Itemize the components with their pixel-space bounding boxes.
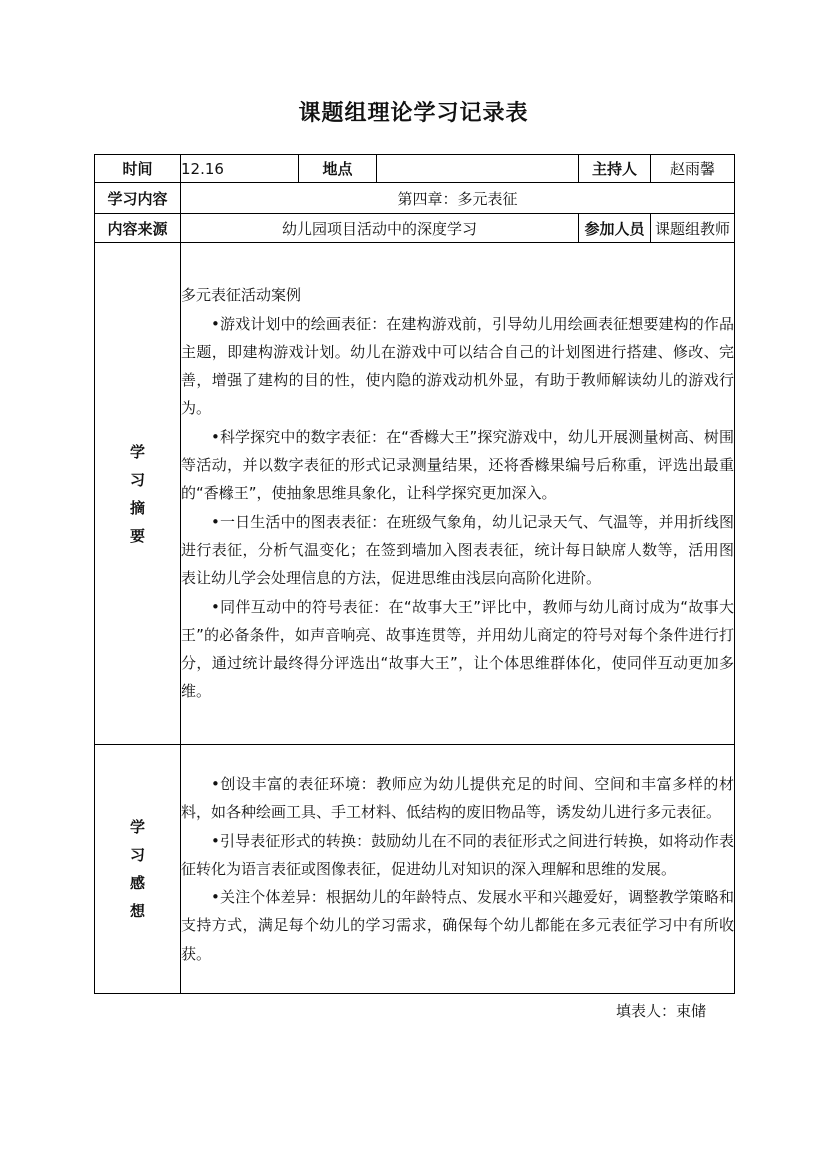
record-table bbox=[94, 154, 735, 994]
filler-signature: 填表人：束储 bbox=[615, 1002, 706, 1020]
source-label: 内容来源 bbox=[95, 214, 181, 243]
summary-paragraph: •科学探究中的数字表征：在“香橼大王”探究游戏中，幼儿开展测量树高、树围等活动，并以数字表征的形式记录测量结果，还将香橼果编号后称重，评选出最重的“香橼王”，使抽象思维具象化，让科学探究更加深入。 bbox=[181, 427, 734, 503]
reflection-paragraph: •创设丰富的表征环境：教师应为幼儿提供充足的时间、空间和丰富多样的材料，如各种绘画工具、手工材料、低结构的废旧物品等，诱发幼儿进行多元表征。 bbox=[181, 774, 734, 822]
summary-label-char: 学 bbox=[129, 442, 145, 461]
summary-label-char: 要 bbox=[129, 526, 145, 545]
summary-paragraph: •一日生活中的图表表征：在班级气象角，幼儿记录天气、气温等，并用折线图进行表征，分析气温变化；在签到墙加入图表表征，统计每日缺席人数等，活用图表让幼儿学会处理信息的方法，促进思维由浅层向高阶化进阶。 bbox=[181, 512, 734, 588]
info-row-1 bbox=[95, 155, 735, 183]
info-row-3 bbox=[95, 214, 735, 243]
content-label: 学习内容 bbox=[95, 183, 181, 214]
info-row-2 bbox=[95, 183, 735, 214]
host-value: 赵雨馨 bbox=[651, 155, 735, 183]
reflection-paragraph: •引导表征形式的转换：鼓励幼儿在不同的表征形式之间进行转换，如将动作表征转化为语言表征或图像表征，促进幼儿对知识的深入理解和思维的发展。 bbox=[181, 831, 734, 878]
summary-label bbox=[95, 243, 181, 745]
source-value: 幼儿园项目活动中的深度学习 bbox=[181, 214, 579, 243]
summary-content bbox=[181, 243, 735, 745]
summary-label-char: 摘 bbox=[129, 498, 145, 517]
reflection-content bbox=[181, 745, 735, 994]
summary-row bbox=[95, 243, 735, 745]
content-value: 第四章：多元表征 bbox=[181, 183, 735, 214]
time-label: 时间 bbox=[95, 155, 181, 183]
reflection-row bbox=[95, 745, 735, 994]
host-label: 主持人 bbox=[579, 155, 651, 183]
reflection-label bbox=[95, 745, 181, 994]
participants-label: 参加人员 bbox=[579, 214, 651, 243]
reflection-paragraph: •关注个体差异：根据幼儿的年龄特点、发展水平和兴趣爱好，调整教学策略和支持方式，满足每个幼儿的学习需求，确保每个幼儿都能在多元表征学习中有所收获。 bbox=[181, 888, 734, 963]
reflection-label-char: 想 bbox=[129, 902, 145, 920]
reflection-label-char: 习 bbox=[129, 846, 145, 864]
page-title: 课题组理论学习记录表 bbox=[298, 101, 529, 126]
summary-paragraph: •同伴互动中的符号表征：在“故事大王”评比中，教师与幼儿商讨成为“故事大王”的必备条件，如声音响亮、故事连贯等，并用幼儿商定的符号对每个条件进行打分，通过统计最终得分评选出“故事大王”，让个体思维群体化，使同伴互动更加多维。 bbox=[181, 597, 734, 701]
participants-value: 课题组教师 bbox=[651, 214, 735, 243]
summary-paragraph: •游戏计划中的绘画表征：在建构游戏前，引导幼儿用绘画表征想要建构的作品主题，即建构游戏计划。幼儿在游戏中可以结合自己的计划图进行搭建、修改、完善，增强了建构的目的性，使内隐的游戏动机外显，有助于教师解读幼儿的游戏行为。 bbox=[181, 314, 734, 418]
reflection-label-char: 感 bbox=[129, 874, 145, 892]
place-value bbox=[377, 155, 579, 183]
summary-label-char: 习 bbox=[129, 470, 145, 489]
reflection-label-char: 学 bbox=[129, 818, 145, 836]
place-label: 地点 bbox=[299, 155, 377, 183]
time-value: 12.16 bbox=[181, 155, 299, 183]
summary-heading: 多元表征活动案例 bbox=[181, 286, 302, 305]
